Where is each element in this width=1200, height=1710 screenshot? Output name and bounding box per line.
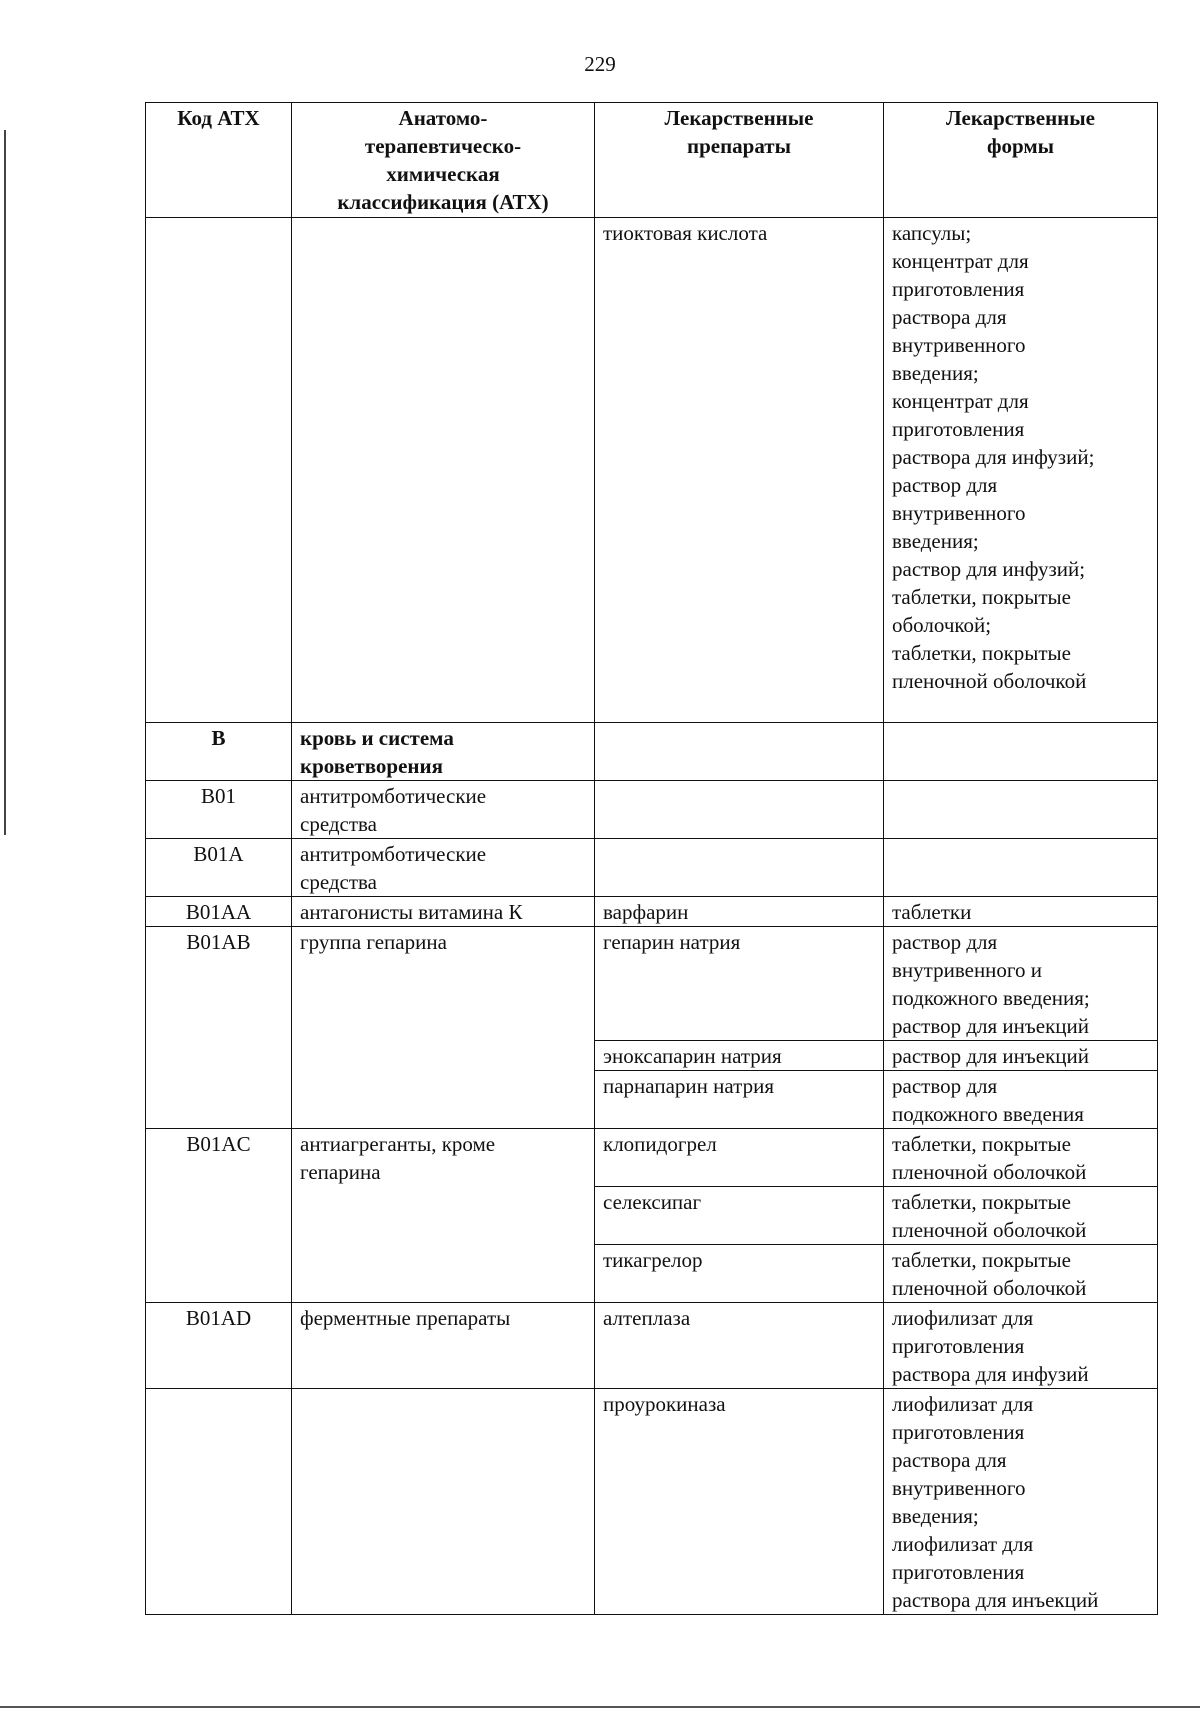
drug-cell: клопидогрел — [595, 1129, 884, 1187]
drug-cell — [595, 781, 884, 839]
classification-cell — [292, 218, 595, 723]
table-row — [146, 218, 1158, 723]
table-header-row — [146, 103, 1158, 218]
page-number: 229 — [584, 52, 616, 76]
forms-cell: лиофилизат для приготовления раствора для внутривенного введения; лиофилизат для приготовления раствора для инъекций — [884, 1389, 1158, 1615]
atc-table — [145, 102, 1158, 1615]
forms-cell: раствор для внутривенного и подкожного введения; раствор для инъекций — [884, 927, 1158, 1041]
classification-cell — [292, 1389, 595, 1615]
classification-cell: антитромботические средства — [292, 839, 595, 897]
drug-cell: парнапарин натрия — [595, 1071, 884, 1129]
table-row — [146, 897, 1158, 927]
forms-cell: таблетки, покрытые пленочной оболочкой — [884, 1245, 1158, 1303]
drug-cell: гепарин натрия — [595, 927, 884, 1041]
table-row — [146, 781, 1158, 839]
scan-margin-line — [4, 130, 6, 835]
atc-code-cell: B01 — [146, 781, 292, 839]
drug-cell — [595, 839, 884, 897]
table-row — [146, 839, 1158, 897]
table-row — [146, 1129, 1158, 1187]
drug-cell: проурокиназа — [595, 1389, 884, 1615]
header-classification: Анатомо- терапевтическо- химическая классификация (АТХ) — [292, 103, 595, 218]
drug-cell: селексипаг — [595, 1187, 884, 1245]
classification-cell: группа гепарина — [292, 927, 595, 1129]
forms-cell: раствор для подкожного введения — [884, 1071, 1158, 1129]
atc-code-cell: B01AD — [146, 1303, 292, 1389]
forms-cell: лиофилизат для приготовления раствора для инфузий — [884, 1303, 1158, 1389]
forms-cell: раствор для инъекций — [884, 1041, 1158, 1071]
drug-cell: тикагрелор — [595, 1245, 884, 1303]
table-row — [146, 927, 1158, 1041]
classification-cell: антиагреганты, кроме гепарина — [292, 1129, 595, 1303]
drug-cell: варфарин — [595, 897, 884, 927]
scan-bottom-line — [0, 1706, 1200, 1708]
drug-cell: алтеплаза — [595, 1303, 884, 1389]
forms-cell — [884, 781, 1158, 839]
atc-code-cell — [146, 1389, 292, 1615]
drug-cell: тиоктовая кислота — [595, 218, 884, 723]
table-row — [146, 1303, 1158, 1389]
forms-cell: таблетки, покрытые пленочной оболочкой — [884, 1187, 1158, 1245]
forms-cell — [884, 723, 1158, 781]
forms-cell: таблетки — [884, 897, 1158, 927]
atc-code-cell: B — [146, 723, 292, 781]
classification-cell: антитромботические средства — [292, 781, 595, 839]
header-forms: Лекарственные формы — [884, 103, 1158, 218]
table-row — [146, 1389, 1158, 1615]
classification-cell: ферментные препараты — [292, 1303, 595, 1389]
atc-code-cell: B01AA — [146, 897, 292, 927]
atc-code-cell: B01AB — [146, 927, 292, 1129]
atc-code-cell: B01A — [146, 839, 292, 897]
forms-cell: таблетки, покрытые пленочной оболочкой — [884, 1129, 1158, 1187]
drug-cell: эноксапарин натрия — [595, 1041, 884, 1071]
atc-code-cell — [146, 218, 292, 723]
classification-cell: антагонисты витамина К — [292, 897, 595, 927]
atc-code-cell: B01AC — [146, 1129, 292, 1303]
header-drugs: Лекарственные препараты — [595, 103, 884, 218]
classification-cell: кровь и система кроветворения — [292, 723, 595, 781]
forms-cell: капсулы; концентрат для приготовления раствора для внутривенного введения; концентрат для приготовления раствора для инфузий; раствор для внутривенного введения; раствор для инфузий; таблетки, покрытые оболочкой; таблетки, покрытые пленочной оболочкой — [884, 218, 1158, 723]
header-atc-code: Код АТХ — [146, 103, 292, 218]
drug-cell — [595, 723, 884, 781]
forms-cell — [884, 839, 1158, 897]
table-row — [146, 723, 1158, 781]
